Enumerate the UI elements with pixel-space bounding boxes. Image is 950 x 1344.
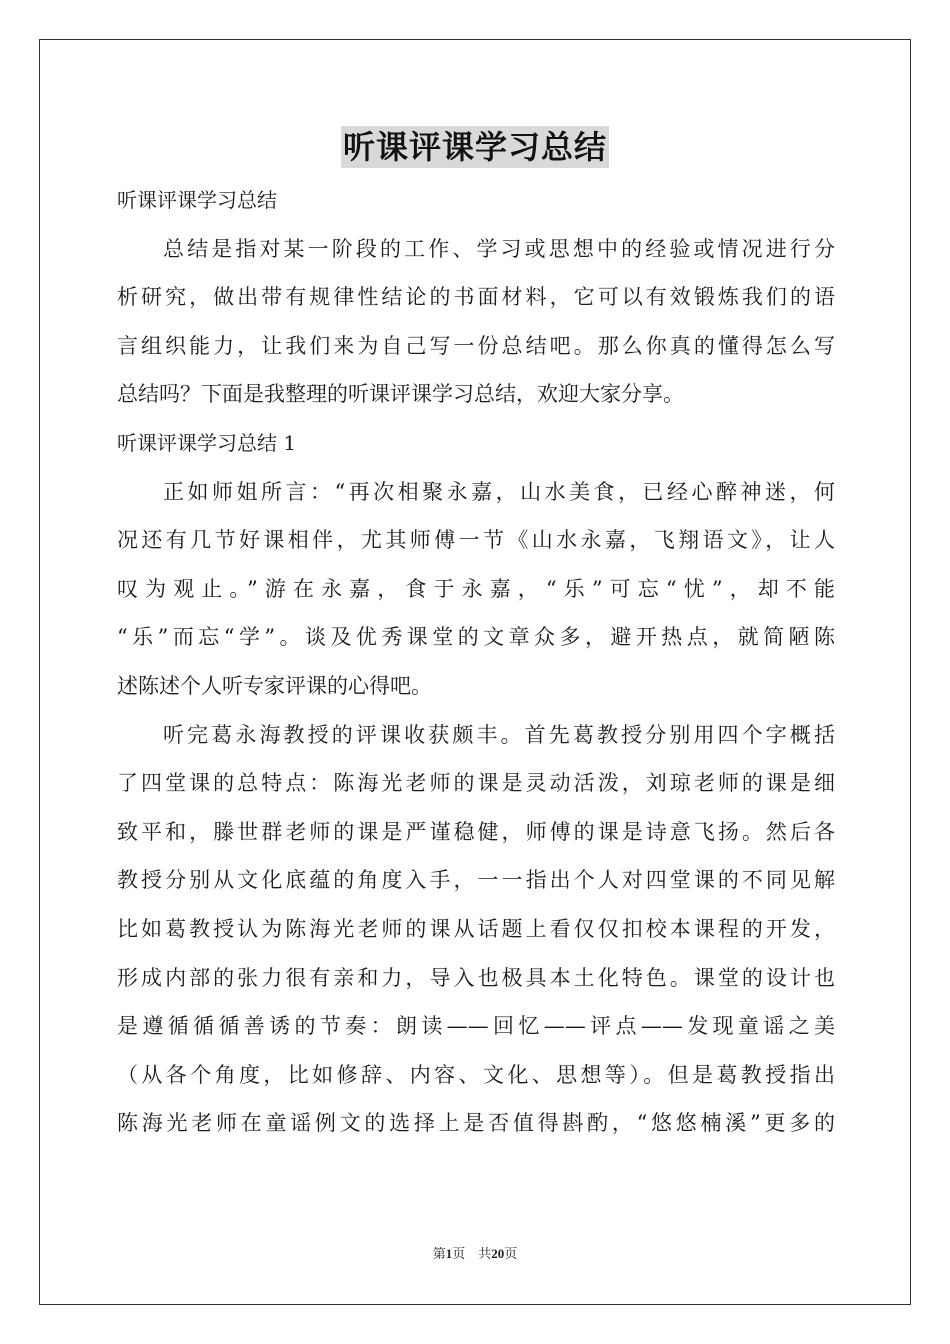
paragraph-1 xyxy=(117,468,835,711)
intro-line: 析研究，做出带有规律性结论的书面材料，它可以有效锻炼我们的语 xyxy=(117,285,835,310)
paragraph-2 xyxy=(117,711,835,1148)
intro-line: 总结吗？下面是我整理的听课评课学习总结，欢迎大家分享。 xyxy=(117,382,684,407)
paragraph-line: 陈海光老师在童谣例文的选择上是否值得斟酌，“悠悠楠溪”更多的 xyxy=(117,1111,835,1136)
paragraph-line: 述陈述个人听专家评课的心得吧。 xyxy=(117,673,432,698)
paragraph-line: 正如师姐所言：“再次相聚永嘉，山水美食，已经心醉神迷，何 xyxy=(163,479,835,504)
intro-line: 总结是指对某一阶段的工作、学习或思想中的经验或情况进行分 xyxy=(163,236,835,261)
paragraph-line: 是遵循循循善诱的节奏：朗读——回忆——评点——发现童谣之美 xyxy=(117,1014,835,1039)
paragraph-line: 了四堂课的总特点：陈海光老师的课是灵动活泼，刘琼老师的课是细 xyxy=(117,771,835,796)
paragraph-line: 听完葛永海教授的评课收获颇丰。首先葛教授分别用四个字概括 xyxy=(163,722,835,747)
document-title-text: 听课评课学习总结 xyxy=(342,128,607,166)
footer-page-prefix: 第 xyxy=(432,1246,446,1261)
footer-page-suffix: 页 xyxy=(504,1246,518,1261)
paragraph-line: 叹为观止。”游在永嘉，食于永嘉，“乐”可忘“忧”，却不能 xyxy=(117,576,835,601)
page-footer xyxy=(0,1243,950,1262)
footer-page-mid: 页 共 xyxy=(452,1246,492,1261)
section-heading: 听课评课学习总结 1 xyxy=(117,430,297,455)
footer-page-total: 20 xyxy=(491,1246,505,1261)
paragraph-line: 况还有几节好课相伴，尤其师傅一节《山水永嘉，飞翔语文》，让人 xyxy=(117,528,835,553)
footer-page-number: 1 xyxy=(445,1246,453,1261)
paragraph-line: 教授分别从文化底蕴的角度入手，一一指出个人对四堂课的不同见解 xyxy=(117,868,835,893)
intro-paragraph xyxy=(117,225,835,419)
paragraph-line: 形成内部的张力很有亲和力，导入也极具本土化特色。课堂的设计也 xyxy=(117,965,835,990)
document-body xyxy=(117,176,835,1148)
document-subtitle: 听课评课学习总结 xyxy=(117,188,277,212)
paragraph-line: 比如葛教授认为陈海光老师的课从话题上看仅仅扣校本课程的开发， xyxy=(117,916,835,941)
paragraph-line: 致平和，滕世群老师的课是严谨稳健，师傅的课是诗意飞扬。然后各 xyxy=(117,819,835,844)
paragraph-line: “乐”而忘“学”。谈及优秀课堂的文章众多，避开热点，就简陋陈 xyxy=(117,625,835,650)
document-title xyxy=(0,126,950,168)
paragraph-line: （从各个角度，比如修辞、内容、文化、思想等）。但是葛教授指出 xyxy=(117,1062,835,1087)
intro-line: 言组织能力，让我们来为自己写一份总结吧。那么你真的懂得怎么写 xyxy=(117,333,835,358)
